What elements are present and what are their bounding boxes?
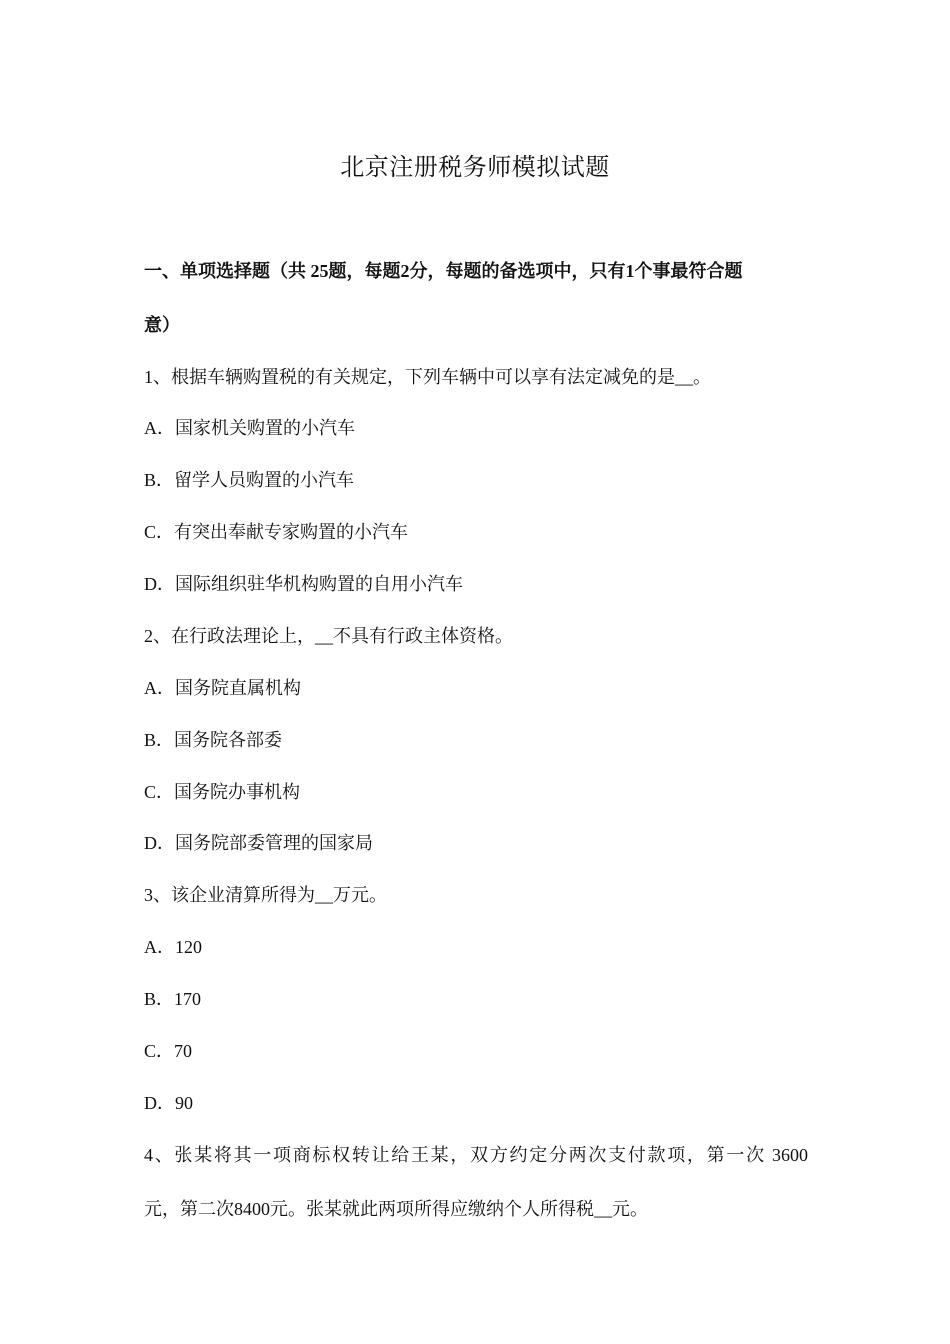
question-3-stem: 3、该企业清算所得为__万元。 xyxy=(144,885,387,905)
section-heading-line-1: 一、单项选择题（共 25题，每题2分，每题的备选项中，只有1个事最符合题 xyxy=(144,261,743,281)
document-title: 北京注册税务师模拟试题 xyxy=(340,155,610,181)
question-3-option-a: A．120 xyxy=(144,937,202,957)
question-2-option-c: C．国务院办事机构 xyxy=(144,782,301,802)
question-3-option-d: D．90 xyxy=(144,1093,193,1113)
question-2-option-a: A．国务院直属机构 xyxy=(144,678,301,698)
question-2-option-b: B．国务院各部委 xyxy=(144,730,283,750)
question-1-stem: 1、根据车辆购置税的有关规定，下列车辆中可以享有法定减免的是__。 xyxy=(144,367,711,387)
question-1-option-a: A．国家机关购置的小汽车 xyxy=(144,418,355,438)
question-1-option-b: B．留学人员购置的小汽车 xyxy=(144,470,355,490)
question-3-option-c: C．70 xyxy=(144,1041,193,1061)
section-heading-line-2: 意） xyxy=(144,315,180,335)
question-1-option-c: C．有突出奉献专家购置的小汽车 xyxy=(144,522,409,542)
question-4-stem-line-2: 元，第二次8400元。张某就此两项所得应缴纳个人所得税__元。 xyxy=(144,1199,648,1219)
question-2-option-d: D．国务院部委管理的国家局 xyxy=(144,833,373,853)
question-2-stem: 2、在行政法理论上，__不具有行政主体资格。 xyxy=(144,626,513,646)
question-3-option-b: B．170 xyxy=(144,989,202,1009)
question-1-option-d: D．国际组织驻华机构购置的自用小汽车 xyxy=(144,574,463,594)
question-4-stem-line-1: 4、张某将其一项商标权转让给王某，双方约定分两次支付款项，第一次 3600 xyxy=(144,1145,808,1165)
